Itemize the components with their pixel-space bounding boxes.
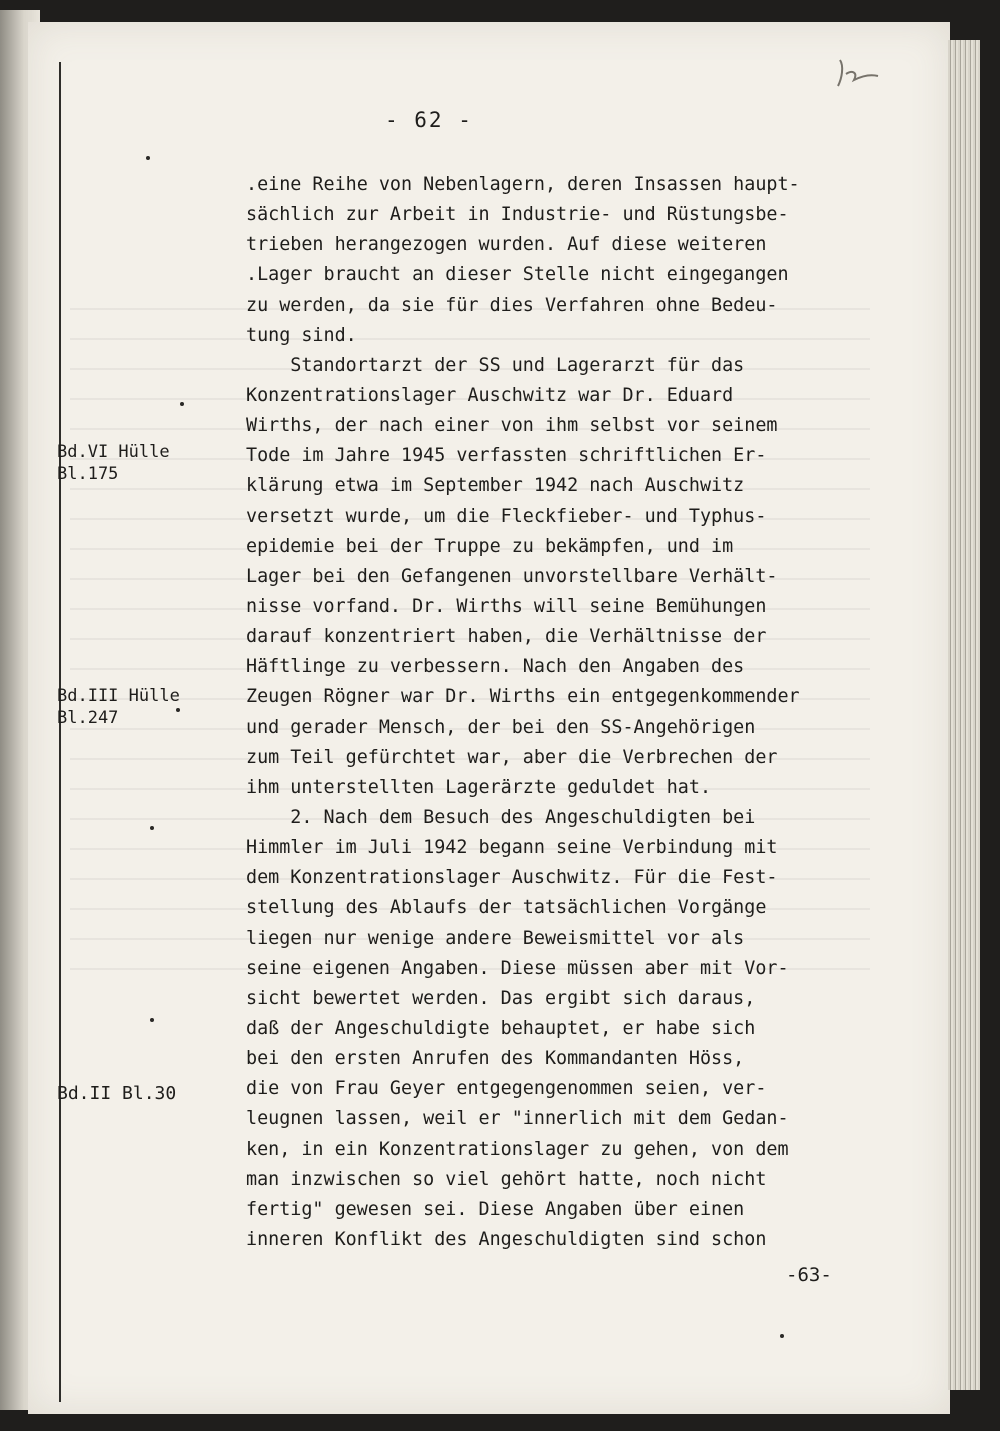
text-line: .eine Reihe von Nebenlagern, deren Insassen haupt- xyxy=(246,174,800,195)
text-line: man inzwischen so viel gehört hatte, noch nicht xyxy=(246,1168,767,1190)
text-line: die von Frau Geyer entgegengenommen seien, ver- xyxy=(246,1078,767,1100)
text-line: Tode im Jahre 1945 verfassten schriftlichen Er- xyxy=(246,445,767,467)
text-line: 2. Nach dem Besuch des Angeschuldigten bei xyxy=(246,806,756,828)
text-line: dem Konzentrationslager Auschwitz. Für die Fest- xyxy=(246,867,778,889)
text-line: stellung des Ablaufs der tatsächlichen Vorgänge xyxy=(246,897,767,919)
text-line: nisse vorfand. Dr. Wirths will seine Bemühungen xyxy=(246,595,767,617)
text-line: leugnen lassen, weil er "innerlich mit dem Gedan- xyxy=(246,1108,789,1130)
margin-note xyxy=(57,1083,176,1105)
signature-scribble-icon xyxy=(818,56,888,106)
margin-note-line: Bd.VI Hülle xyxy=(57,442,170,462)
ink-dot xyxy=(180,402,184,406)
text-line: Konzentrationslager Auschwitz war Dr. Eduard xyxy=(246,384,734,406)
text-line: Häftlinge zu verbessern. Nach den Angaben des xyxy=(246,656,745,678)
text-line: .Lager braucht an dieser Stelle nicht eingegangen xyxy=(246,264,789,286)
ink-dot xyxy=(150,1018,154,1022)
text-line: epidemie bei der Truppe zu bekämpfen, und im xyxy=(246,535,734,557)
book-page-edges xyxy=(948,40,980,1390)
margin-note-line: Bl.247 xyxy=(57,708,119,728)
text-line: sicht bewertet werden. Das ergibt sich daraus, xyxy=(246,987,756,1009)
text-line: Zeugen Rögner war Dr. Wirths ein entgegenkommender xyxy=(246,686,800,708)
ink-dot xyxy=(176,708,180,712)
text-line: fertig" gewesen sei. Diese Angaben über einen xyxy=(246,1198,745,1220)
text-line: und gerader Mensch, der bei den SS-Angehörigen xyxy=(246,716,756,738)
text-line: ken, in ein Konzentrationslager zu gehen, von dem xyxy=(246,1138,789,1160)
margin-note-line: Bd.III Hülle xyxy=(57,686,180,706)
margin-note xyxy=(57,441,170,485)
margin-note xyxy=(57,685,180,729)
text-line: darauf konzentriert haben, die Verhältnisse der xyxy=(246,626,767,648)
text-line: daß der Angeschuldigte behauptet, er habe sich xyxy=(246,1017,756,1039)
text-line: zum Teil gefürchtet war, aber die Verbrechen der xyxy=(246,746,778,768)
margin-note-line: Bl.175 xyxy=(57,464,119,484)
text-line: seine eigenen Angaben. Diese müssen aber mit Vor- xyxy=(246,957,789,979)
text-line: klärung etwa im September 1942 nach Auschwitz xyxy=(246,475,745,497)
margin-rule xyxy=(59,62,61,1402)
text-line: versetzt wurde, um die Fleckfieber- und Typhus- xyxy=(246,505,767,527)
catchword: -63- xyxy=(786,1264,832,1286)
text-line: Standortarzt der SS und Lagerarzt für das xyxy=(246,354,745,376)
text-line: trieben herangezogen wurden. Auf diese weiteren xyxy=(246,234,767,256)
text-line: Himmler im Juli 1942 begann seine Verbindung mit xyxy=(246,837,778,859)
text-line: tung sind. xyxy=(246,324,357,346)
ink-dot xyxy=(146,156,150,160)
body-text xyxy=(246,170,866,1255)
ink-dot xyxy=(780,1334,784,1338)
margin-note-line: Bd.II Bl.30 xyxy=(57,1083,177,1104)
text-line: sächlich zur Arbeit in Industrie- und Rüstungsbe- xyxy=(246,204,789,226)
handwritten-mark-icon xyxy=(818,56,888,113)
text-line: ihm unterstellten Lagerärzte geduldet hat. xyxy=(246,776,712,798)
text-line: bei den ersten Anrufen des Kommandanten Höss, xyxy=(246,1048,745,1070)
ink-dot xyxy=(150,826,154,830)
text-line: zu werden, da sie für dies Verfahren ohne Bedeu- xyxy=(246,294,778,316)
text-line: inneren Konflikt des Angeschuldigten sind schon xyxy=(246,1228,767,1250)
page-number: - 62 - xyxy=(385,108,473,132)
text-line: Wirths, der nach einer von ihm selbst vor seinem xyxy=(246,415,778,437)
text-line: Lager bei den Gefangenen unvorstellbare Verhält- xyxy=(246,565,778,587)
text-line: liegen nur wenige andere Beweismittel vor als xyxy=(246,927,745,949)
